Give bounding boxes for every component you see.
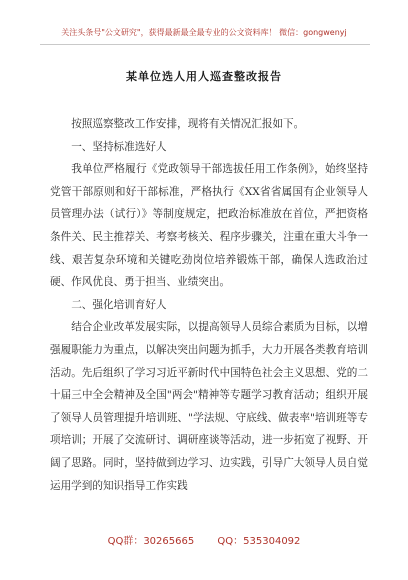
paragraph-section-1: 我单位严格履行《党政领导干部选拔任用工作条例》，始终坚持党管干部原则和好干部标准，严格执行《XX省省属国有企业领导人员管理办法（试行）》等制度规定，把政治标准放在首位，严把资格条件关、民主推荐关、考察考核关、程序步骤关，注重在重大斗争一线、艰苦复杂环境和关键吃劲岗位培养锻炼干部，确保人选政治过硬、作风优良、勇于担当、业绩突出。 xyxy=(50,163,368,289)
footer-qq: QQ：535304092 xyxy=(217,536,301,547)
paragraph-intro: 按照巡察整改工作安排，现将有关情况汇报如下。 xyxy=(71,118,305,130)
header-note: 关注头条号"公文研究"，获得最新最全最专业的公文资料库！ 微信：gongwenyj xyxy=(61,28,347,37)
paragraph-section-2: 结合企业改革发展实际，以提高领导人员综合素质为目标，以增强履职能力为重点，以解决突出问题为抓手，大力开展各类教育培训活动。先后组织了学习习近平新时代中国特色社会主义思想、党的二十届三中全会精神及全国"两会"精神等专题学习教育活动；组织开展了领导人员管理提升培训班、"学法规、守底线、做表率"培训班等专项培训；开展了交流研讨、调研座谈等活动，进一步拓宽了视野、开阔了思路。同时，坚持做到边学习、边实践，引导广大领导人员自觉运用学到的知识指导工作实践 xyxy=(50,321,368,492)
document-title: 某单位选人用人巡查整改报告 xyxy=(126,70,282,83)
document-body xyxy=(50,113,368,497)
header-divider xyxy=(40,44,370,45)
footer-contact xyxy=(0,532,408,547)
section-heading-2: 二、强化培训育好人 xyxy=(71,298,167,311)
section-heading-1: 一、坚持标准选好人 xyxy=(71,140,167,153)
footer-qq-group: QQ群：30265665 xyxy=(107,536,195,547)
